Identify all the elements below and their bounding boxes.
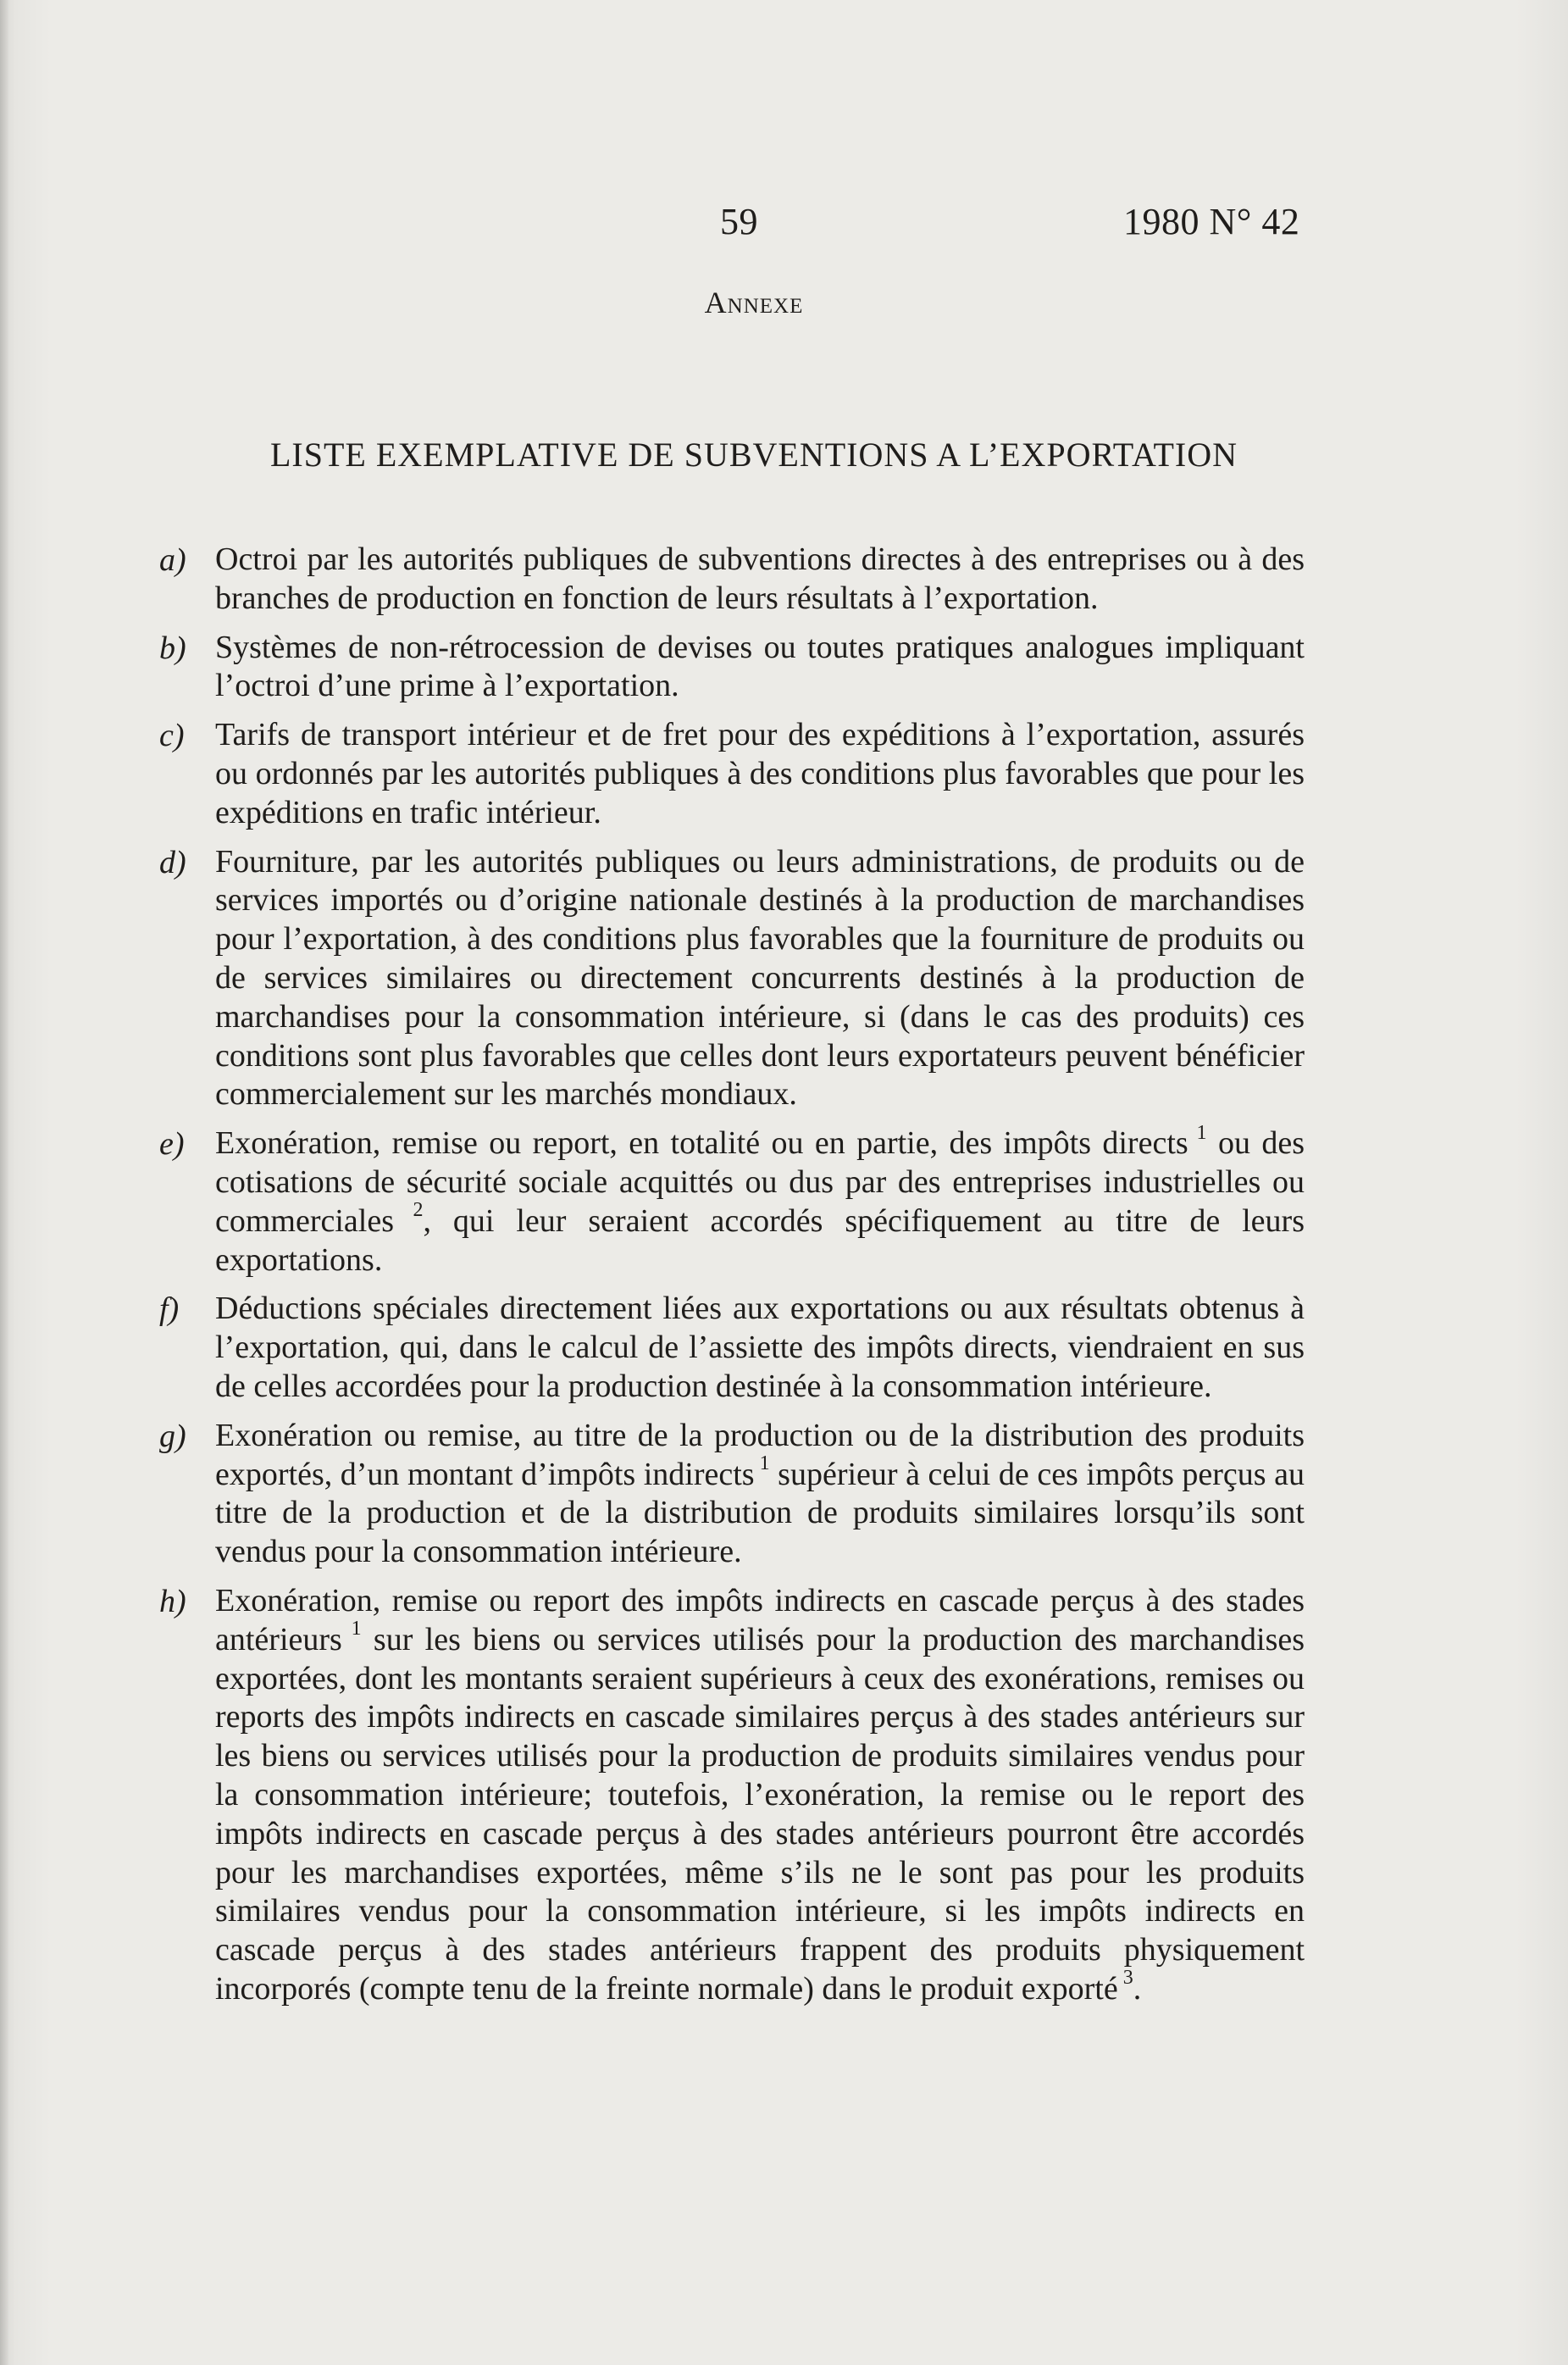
list-item: [159, 629, 1305, 707]
item-text-segment: Exonération ou remise, au titre de la production ou de la distribution des produits exportés, d’un montant d’impôts indirects: [215, 1417, 1305, 1492]
item-text-segment: Exonération, remise ou report, en totalité ou en partie, des impôts directs: [215, 1125, 1188, 1162]
list-item: [159, 843, 1305, 1115]
item-text-segment: supérieur à celui de ces impôts perçus au titre de la production et de la distribution de produits similaires lorsqu’ils sont vendus pour la consommation intérieure.: [215, 1456, 1305, 1570]
item-letter: f): [159, 1291, 180, 1328]
item-text: [215, 629, 1305, 707]
item-text: [215, 1121, 1305, 1280]
item-text: [215, 1582, 1305, 2009]
list-item: [159, 541, 1305, 619]
item-letter: b): [159, 630, 186, 666]
list-item: [159, 1290, 1305, 1406]
item-text-segment: Tarifs de transport intérieur et de fret pour des expéditions à l’exportation, assurés ou ordonnés par les autorités publiques à des conditions plus favorables que pour les expéditions en trafic intérieur.: [215, 717, 1305, 830]
list-item: [159, 716, 1305, 832]
footnote-marker: 1: [1188, 1121, 1207, 1144]
item-text-segment: , qui leur seraient accordés spécifiquement au titre de leurs exportations.: [215, 1202, 1305, 1278]
footnote-marker: 3: [1117, 1967, 1133, 1990]
list-item: [159, 1582, 1305, 2009]
item-letter: c): [159, 718, 185, 754]
item-text: [215, 1290, 1305, 1406]
item-text: [215, 843, 1305, 1115]
item-letter: d): [159, 844, 186, 880]
item-text-segment: Fourniture, par les autorités publiques ou leurs administrations, de produits ou de services importés ou d’origine nationale destinés à la production de marchandises pour l’exportation, à des conditions plus favorables que la fourniture de produits ou de services similaires ou directement concurrents destinés à la production de marchandises pour la consommation intérieure, si (dans le cas des produits) ces conditions sont plus favorables que celles dont leurs exportateurs peuvent bénéficier commercialement sur les marchés mondiaux.: [215, 843, 1305, 1113]
footnote-marker: 1: [341, 1618, 362, 1641]
item-text-segment: ou des cotisations de sécurité sociale acquittés ou dus par des entreprises industrielles ou commerciales: [215, 1125, 1305, 1239]
item-text-segment: Déductions spéciales directement liées aux exportations ou aux résultats obtenus à l’exportation, qui, dans le calcul de l’assiette des impôts directs, viendraient en sus de celles accordées pour la production destinée à la consommation intérieure.: [215, 1291, 1305, 1404]
item-letter: h): [159, 1583, 186, 1619]
item-text-segment: Octroi par les autorités publiques de subventions directes à des entreprises ou à des branches de production en fonction de leurs résultats à l’exportation.: [215, 541, 1305, 616]
footnote-marker: 1: [754, 1452, 770, 1474]
item-text: [215, 1417, 1305, 1572]
item-letter: g): [159, 1418, 186, 1454]
footnote-marker: 2: [394, 1199, 424, 1222]
item-text: [215, 716, 1305, 832]
page-number: 59: [720, 201, 758, 242]
item-text-segment: Exonération, remise ou report des impôts indirects en cascade perçus à des stades antérieurs: [215, 1582, 1305, 1657]
item-text-segment: sur les biens ou services utilisés pour la production des marchandises exportées, dont les montants seraient supérieurs à ceux des exonérations, remises ou reports des impôts indirects en cascade similaires perçus à des stades antérieurs sur les biens ou services utilisés pour la production de produits similaires vendus pour la consommation intérieure; toutefois, l’exonération, la remise ou le report des impôts indirects en cascade perçus à des stades antérieurs pourront être accordés pour les marchandises exportées, même s’ils ne le sont pas pour les produits similaires vendus pour la consommation intérieure, si les impôts indirects en cascade perçus à des stades antérieurs frappent des produits physiquement incorporés (compte tenu de la freinte normale) dans le produit exporté: [215, 1621, 1305, 2007]
item-text-segment: .: [1133, 1970, 1142, 2007]
list-title: LISTE EXEMPLATIVE DE SUBVENTIONS A L’EXPORTATION: [269, 436, 1238, 474]
item-letter: a): [159, 542, 186, 578]
list-item: [159, 1121, 1305, 1280]
item-text: [215, 541, 1305, 619]
annex-label: Annexe: [704, 286, 804, 319]
list-item: [159, 1417, 1305, 1572]
page-spine-shadow: [0, 0, 8, 2365]
document-reference: 1980 N° 42: [1123, 201, 1300, 242]
item-letter: e): [159, 1126, 185, 1163]
item-text-segment: Systèmes de non-rétrocession de devises ou toutes pratiques analogues impliquant l’octroi d’une prime à l’exportation.: [215, 629, 1305, 704]
subsidy-list: [159, 541, 1305, 2019]
